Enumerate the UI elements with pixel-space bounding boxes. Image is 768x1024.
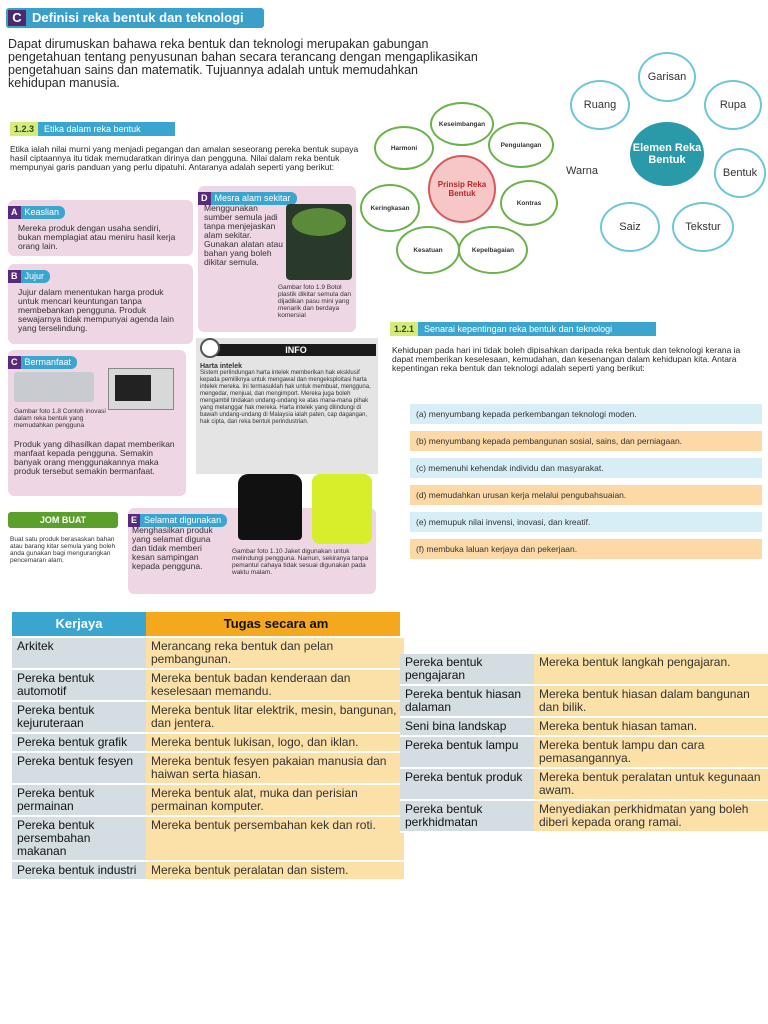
prinsip-item: Kesatuan [396, 226, 460, 274]
box-jujur: B Jujur Jujur dalam menentukan harga produk untuk mencari keuntungan tanpa membebankan pengguna. Produk sewajarnya tidak mempunyai agenda lain yang terselindung. [8, 264, 193, 344]
career-task: Mereka bentuk lampu dan cara pemasangannya. [534, 736, 768, 768]
career-name: Pereka bentuk grafik [12, 733, 146, 752]
elemen-item: Warna [562, 148, 602, 194]
list-item: (e) memupuk nilai invensi, inovasi, dan kreatif. [410, 512, 762, 532]
prinsip-item: Pengulangan [488, 122, 554, 168]
career-task: Mereka bentuk hiasan taman. [534, 717, 768, 736]
plant-pots-image [286, 204, 352, 280]
prinsip-item: Keseimbangan [430, 102, 494, 146]
elemen-item: Saiz [600, 202, 660, 252]
section-letter: C [8, 10, 26, 26]
section-title: Definisi reka bentuk dan teknologi [32, 10, 244, 25]
gas-stove-image [14, 372, 94, 402]
table-row [400, 685, 768, 717]
prinsip-item: Harmoni [374, 126, 434, 170]
kepentingan-header: 1.2.1 Senarai kepentingan reka bentuk dan teknologi [390, 322, 656, 336]
table-row [12, 784, 404, 816]
career-name: Pereka bentuk persembahan makanan [12, 816, 146, 861]
list-item: (f) membuka laluan kerjaya dan pekerjaan. [410, 539, 762, 559]
career-name: Pereka bentuk pengajaran [400, 654, 534, 685]
career-name: Pereka bentuk fesyen [12, 752, 146, 784]
elemen-diagram [566, 52, 766, 262]
section-heading [6, 8, 264, 28]
table-row [12, 861, 404, 880]
elemen-item: Tekstur [672, 202, 734, 252]
ethics-text: Etika ialah nilai murni yang menjadi pegangan dan amalan seseorang pereka bentuk supaya hasil ciptaannya itu tidak memudaratkan dirinya dan pengguna. Nilai dalam reka bentuk mempunyai garis panduan yang perlu dipatuhi. Antaranya adalah seperti yang berikut: [10, 144, 359, 172]
career-name: Arkitek [12, 638, 146, 669]
magnifier-icon [200, 338, 220, 358]
elemen-item: Rupa [704, 80, 762, 130]
elemen-center: Elemen Reka Bentuk [630, 122, 704, 186]
career-task: Mereka bentuk langkah pengajaran. [534, 654, 768, 685]
list-item: (c) memenuhi kehendak individu dan masyarakat. [410, 458, 762, 478]
table-row [12, 669, 404, 701]
ethics-header: 1.2.3 Etika dalam reka bentuk [10, 122, 175, 136]
career-name: Pereka bentuk hiasan dalaman [400, 685, 534, 717]
elemen-item: Ruang [570, 80, 630, 130]
career-task: Mereka bentuk litar elektrik, mesin, bangunan, dan jentera. [146, 701, 404, 733]
prinsip-center: Prinsip Reka Bentuk [428, 155, 496, 223]
career-task: Mereka bentuk badan kenderaan dan keselesaan memandu. [146, 669, 404, 701]
career-task: Mereka bentuk lukisan, logo, dan iklan. [146, 733, 404, 752]
list-item: (d) memudahkan urusan kerja melalui pengubahsuaian. [410, 485, 762, 505]
table-row [12, 733, 404, 752]
info-header: INFO [216, 344, 376, 356]
career-task: Mereka bentuk fesyen pakaian manusia dan haiwan serta hiasan. [146, 752, 404, 784]
career-task: Mereka bentuk peralatan dan sistem. [146, 861, 404, 880]
career-table-left [12, 638, 404, 881]
prinsip-item: Keringkasan [360, 184, 420, 232]
career-name: Pereka bentuk perkhidmatan [400, 800, 534, 832]
box-keaslian: A Keaslian Mereka produk dengan usaha sendiri, bukan memplagiat atau meniru hasil kerja orang lain. [8, 200, 193, 256]
career-name: Pereka bentuk automotif [12, 669, 146, 701]
career-name: Pereka bentuk permainan [12, 784, 146, 816]
intro-paragraph: Dapat dirumuskan bahawa reka bentuk dan teknologi merupakan gabungan pengetahuan tentang penyusunan bahan secara terancang dengan mengaplikasikan pengetahuan sains dan matematik. Tujuannya adalah untuk memudahkan kehidupan manusia. [8, 37, 478, 90]
career-name: Pereka bentuk industri [12, 861, 146, 880]
box-bermanfaat: C Bermanfaat Gambar foto 1.8 Contoh inovasi dalam reka bentuk yang memudahkan pengguna Produk yang dihasilkan dapat memberikan manfaat kepada pengguna. Semakin banyak orang menggunakannya maka produk tersebut semakin bermanfaat. [8, 350, 186, 496]
elemen-item: Bentuk [714, 148, 766, 198]
career-header: Kerjaya Tugas secara am [12, 612, 400, 636]
table-row [400, 800, 768, 832]
reflective-jacket-image [312, 474, 372, 544]
info-box: INFO Harta intelek Sistem perlindungan harta intelek memberikan hak eksklusif kepada pemiliknya untuk mengawal dan mengeksploitasi harta intelek mereka. Ini termasuklah hak untuk membuat, mengguna, mengedar, menjual, dan mengimport. Mereka juga boleh mengambil tindakan undang-undang ke atas mana-mana pihak yang melanggar hak mereka. Harta intelek yang dilindungi di bawah undang-undang di Malaysia ialah paten, cap dagangan, hak cipta, dan reka bentuk perindustrian. [196, 338, 378, 474]
career-name: Seni bina landskap [400, 717, 534, 736]
table-row [12, 638, 404, 669]
jom-buat-box: JOM BUAT Buat satu produk berasaskan bahan atau barang kitar semula yang boleh anda gunakan bagi mengurangkan pencemaran alam. [8, 508, 126, 588]
table-row [400, 736, 768, 768]
table-row [12, 816, 404, 861]
career-task: Mereka bentuk persembahan kek dan roti. [146, 816, 404, 861]
table-row [400, 768, 768, 800]
career-task: Menyediakan perkhidmatan yang boleh diberi kepada orang ramai. [534, 800, 768, 832]
list-item: (b) menyumbang kepada pembangunan sosial, sains, dan perniagaan. [410, 431, 762, 451]
career-task: Mereka bentuk peralatan untuk kegunaan awam. [534, 768, 768, 800]
career-task: Mereka bentuk hiasan dalam bangunan dan bilik. [534, 685, 768, 717]
prinsip-diagram [360, 100, 560, 300]
career-name: Pereka bentuk produk [400, 768, 534, 800]
prinsip-item: Kepelbagaian [458, 226, 528, 274]
black-jacket-image [238, 474, 302, 540]
elemen-item: Garisan [638, 52, 696, 102]
kepentingan-text: Kehidupan pada hari ini tidak boleh dipisahkan daripada reka bentuk dan teknologi kerana ia dapat memberikan keselesaan, kemudahan, dan kesenangan dalam kehidupan kita. Antara kepentingan reka bentuk dan teknologi adalah seperti yang berikut: [392, 345, 741, 373]
career-task: Mereka bentuk alat, muka dan perisian permainan komputer. [146, 784, 404, 816]
prinsip-item: Kontras [500, 180, 558, 226]
career-task: Merancang reka bentuk dan pelan pembangunan. [146, 638, 404, 669]
career-name: Pereka bentuk lampu [400, 736, 534, 768]
box-mesra-alam: D Mesra alam sekitar Menggunakan sumber semula jadi tanpa menjejaskan alam sekitar. Gunakan alatan atau bahan yang boleh dikitar semula. Gambar foto 1.9 Botol plastik dikitar semula dan dijadikan pasu mini yang menarik dan berdaya komersial [198, 186, 356, 332]
table-row [400, 717, 768, 736]
microwave-image [108, 368, 174, 410]
table-row [12, 752, 404, 784]
table-row [12, 701, 404, 733]
box-selamat: E Selamat digunakan Menghasilkan produk yang selamat diguna dan tidak memberi kesan sampingan kepada pengguna. Gambar foto 1.10 Jaket digunakan untuk melindungi pengguna. Namun, sekiranya tanpa pemantul cahaya tidak sesuai digunakan pada waktu malam. [128, 508, 376, 594]
table-row [400, 654, 768, 685]
career-name: Pereka bentuk kejuruteraan [12, 701, 146, 733]
list-item: (a) menyumbang kepada perkembangan teknologi moden. [410, 404, 762, 424]
career-table-right [400, 654, 768, 833]
